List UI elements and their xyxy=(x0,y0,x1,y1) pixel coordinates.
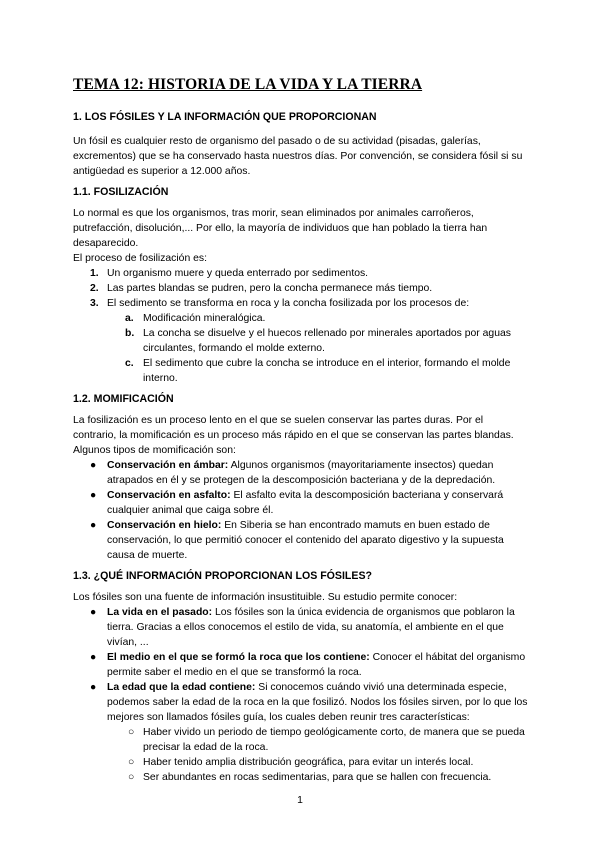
guide-fossil-characteristics xyxy=(73,725,529,785)
fossilization-substeps xyxy=(73,311,529,386)
section-1-1-heading: 1.1. FOSILIZACIÓN xyxy=(73,186,169,198)
section-1-1-intro: El proceso de fosilización es: xyxy=(73,253,207,264)
list-item xyxy=(73,755,529,770)
list-item xyxy=(73,725,529,755)
page-number: 1 xyxy=(297,795,303,806)
list-item xyxy=(73,281,529,296)
fossil-information-list xyxy=(73,605,529,725)
list-item-text: Un organismo muere y queda enterrado por sedimentos. xyxy=(107,268,369,279)
section-1-3-heading: 1.3. ¿QUÉ INFORMACIÓN PROPORCIONAN LOS FÓSILES? xyxy=(73,570,372,582)
fossilization-steps xyxy=(73,266,529,311)
list-item-text: El sedimento se transforma en roca y la concha fosilizada por los procesos de: xyxy=(107,298,470,309)
list-item xyxy=(73,311,529,326)
mummification-types xyxy=(73,458,529,563)
circle-bullet-icon: ○ xyxy=(128,772,135,783)
bullet-icon: ● xyxy=(90,520,97,531)
list-item-label: Conservación en asfalto: xyxy=(107,490,231,501)
list-marker: a. xyxy=(125,313,134,324)
list-item xyxy=(73,770,529,785)
bullet-icon: ● xyxy=(90,460,97,471)
list-item-text: Ser abundantes en rocas sedimentarias, para que se hallen con frecuencia. xyxy=(143,772,492,783)
list-item xyxy=(73,488,529,518)
list-item-text: Si conocemos cuándo vivió una determinada especie, podemos saber la edad de la roca en la que fosilizó. Nodos los fósiles sirven, por lo que los mejores son llamados fósiles guía, los cuales deben reunir tres características: xyxy=(107,682,528,723)
circle-bullet-icon: ○ xyxy=(128,757,135,768)
list-item-text: En Siberia se han encontrado mamuts en buen estado de conservación, lo que permitió conocer el contenido del aparato digestivo y la supuesta causa de muerte. xyxy=(107,520,504,561)
list-item-text: El sedimento que cubre la concha se introduce en el interior, formando el molde interno. xyxy=(143,358,511,384)
list-item xyxy=(73,650,529,680)
list-item-text: La concha se disuelve y el huecos rellenado por minerales aportados por aguas circulantes, formando el molde externo. xyxy=(143,328,511,354)
circle-bullet-icon: ○ xyxy=(128,727,135,738)
list-marker: 2. xyxy=(90,283,99,294)
list-item-label: Conservación en hielo: xyxy=(107,520,222,531)
bullet-icon: ● xyxy=(90,682,97,693)
list-item-text: Haber tenido amplia distribución geográfica, para evitar un interés local. xyxy=(143,757,474,768)
list-item xyxy=(73,680,529,725)
list-item xyxy=(73,296,529,311)
section-1-2-heading: 1.2. MOMIFICACIÓN xyxy=(73,393,174,405)
bullet-icon: ● xyxy=(90,652,97,663)
list-item-text: Modificación mineralógica. xyxy=(143,313,266,324)
bullet-icon: ● xyxy=(90,607,97,618)
list-item-text: Algunos organismos (mayoritariamente insectos) quedan atrapados en él y se protegen de la descomposición bacteriana y de la depredación. xyxy=(107,460,496,486)
list-item-label: El medio en el que se formó la roca que los contiene: xyxy=(107,652,370,663)
section-1-3-paragraph: Los fósiles son una fuente de información insustituible. Su estudio permite conocer: xyxy=(73,592,458,603)
section-1-heading: 1. LOS FÓSILES Y LA INFORMACIÓN QUE PROPORCIONAN xyxy=(73,111,377,123)
list-marker: b. xyxy=(125,328,135,339)
list-item-label: La vida en el pasado: xyxy=(107,607,213,618)
list-item xyxy=(73,605,529,650)
list-marker: 3. xyxy=(90,298,99,309)
list-item xyxy=(73,266,529,281)
list-marker: c. xyxy=(125,358,134,369)
list-item xyxy=(73,356,529,386)
list-item xyxy=(73,326,529,356)
document-title: TEMA 12: HISTORIA DE LA VIDA Y LA TIERRA xyxy=(73,76,423,93)
list-item xyxy=(73,458,529,488)
list-item-text: Las partes blandas se pudren, pero la concha permanece más tiempo. xyxy=(107,283,433,294)
page-content xyxy=(73,76,529,785)
list-marker: 1. xyxy=(90,268,99,279)
section-1-paragraph: Un fósil es cualquier resto de organismo del pasado o de su actividad (pisadas, galerías, excrementos) que se ha conservado hasta nuestros días. Por convención, se considera fósil si su antigüedad es superior a 12.000 años. xyxy=(73,136,523,177)
section-1-1-paragraph: Lo normal es que los organismos, tras morir, sean eliminados por animales carroñeros, putrefacción, disolución,... Por ello, la mayoría de individuos que han poblado la tierra han desaparecido. xyxy=(73,208,488,249)
list-item xyxy=(73,518,529,563)
section-1-2-paragraph: La fosilización es un proceso lento en el que se suelen conservar las partes duras. Por el contrario, la momificación es un proceso más rápido en el que se conservan las partes blandas. Algunos tipos de momificación son: xyxy=(73,415,514,456)
list-item-text: Haber vivido un periodo de tiempo geológicamente corto, de manera que se pueda precisar la edad de la roca. xyxy=(143,727,525,753)
list-item-text: El asfalto evita la descomposición bacteriana y conservará cualquier animal que caiga sobre él. xyxy=(107,490,504,516)
list-item-text: Conocer el hábitat del organismo permite saber el medio en el que se transformó la roca. xyxy=(107,652,526,678)
list-item-label: Conservación en ámbar: xyxy=(107,460,229,471)
bullet-icon: ● xyxy=(90,490,97,501)
list-item-label: La edad que la edad contiene: xyxy=(107,682,256,693)
list-item-text: Los fósiles son la única evidencia de organismos que poblaron la tierra. Gracias a ellos conocemos el estilo de vida, su anatomía, el ambiente en el que vivían, ... xyxy=(107,607,515,648)
